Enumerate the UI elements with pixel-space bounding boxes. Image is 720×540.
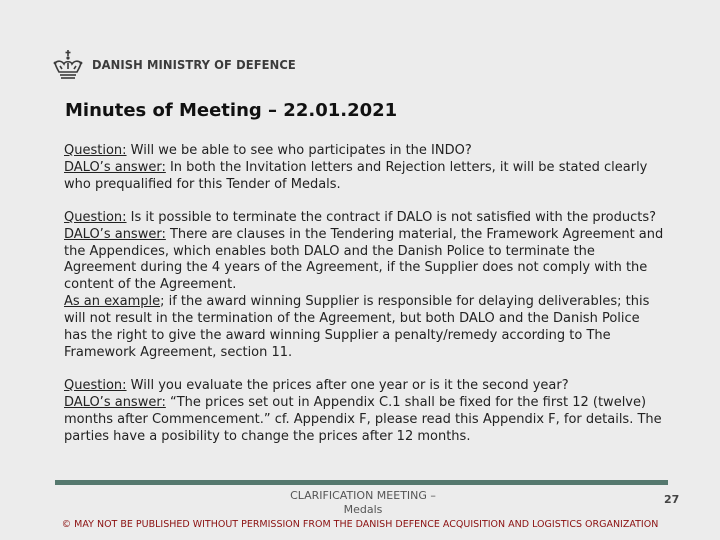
footer-caption-line2: Medals [343, 503, 383, 516]
ministry-logo [52, 48, 296, 82]
logo-text: DANISH MINISTRY OF DEFENCE [92, 57, 296, 73]
qa-block [64, 210, 664, 362]
answer-label: DALO’s answer: [64, 226, 166, 242]
question-label: Question: [64, 143, 127, 158]
minutes-body [64, 143, 664, 462]
answer-text: In both the Invitation letters and Rejection letters, it will be stated clearly who prequalified for this Tender of Medals. [64, 159, 648, 192]
question [64, 143, 664, 160]
question-text: Will you evaluate the prices after one year or is it the second year? [126, 377, 569, 393]
example [64, 294, 664, 362]
crown-crest-icon [52, 49, 84, 81]
answer-label: DALO’s answer: [64, 159, 166, 175]
answer [64, 227, 664, 295]
answer-text: There are clauses in the Tendering material, the Framework Agreement and the Appendices, which enables both DALO and the Danish Police to terminate the Agreement during the 4 years of the Agreement, if the Supplier does not comply with the content of the Agreement. [64, 226, 664, 293]
answer [64, 395, 664, 446]
answer [64, 160, 664, 194]
question [64, 378, 664, 395]
answer-text: “The prices set out in Appendix C.1 shall be fixed for the first 12 (twelve) months after Commencement.” cf. Appendix F, please read this Appendix F, for details. The parties have a posibility to change the prices after 12 months. [64, 394, 662, 444]
qa-block [64, 143, 664, 194]
question-label: Question: [64, 377, 127, 393]
page-number: 27 [664, 493, 680, 506]
footer-divider [55, 480, 668, 485]
example-label: As an example [64, 294, 161, 310]
question [64, 210, 664, 227]
question-text: Will we be able to see who participates in the INDO? [126, 143, 472, 158]
copyright-notice: © MAY NOT BE PUBLISHED WITHOUT PERMISSION FROM THE DANISH DEFENCE ACQUISITION AND LOGISTICS ORGANIZATION [61, 519, 659, 530]
footer-caption [280, 489, 446, 517]
answer-label: DALO’s answer: [64, 394, 166, 410]
question-label: Question: [64, 209, 127, 225]
example-text: ; if the award winning Supplier is responsible for delaying deliverables; this will not result in the termination of the Agreement, but both DALO and the Danish Police has the right to give the award winning Supplier a penalty/remedy according to The Framework Agreement, section 11. [64, 294, 650, 360]
page-title: Minutes of Meeting – 22.01.2021 [65, 100, 398, 121]
question-text: Is it possible to terminate the contract if DALO is not satisfied with the products? [126, 209, 657, 225]
footer-caption-line1: CLARIFICATION MEETING – [290, 489, 436, 502]
qa-block [64, 378, 664, 446]
